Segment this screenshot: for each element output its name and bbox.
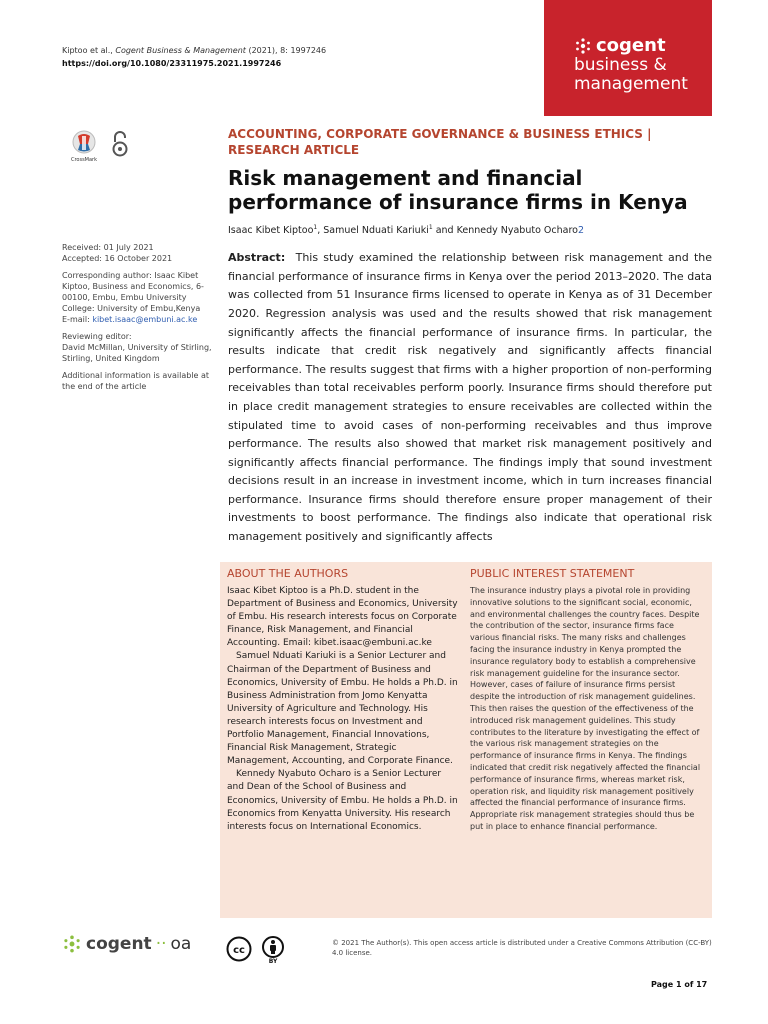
abstract-text: This study examined the relationship between risk management and the financial performance of insurance firms in Kenya over the period 2013–2020. The data was collected from 51 Insurance firms licensed to operate in Kenya as of 31 December 2020. Regression analysis was used and the results showed that risk management significantly affects the financial performance of insurance firms. In particular, the results indicate that credit risk negatively and significantly affects financial performance. The results suggest that firms with a higher proportion of non-performing receivables than total receivables perform poorly. Insurance firms should therefore put in place credit management strategies to ensure receivables are collected within the stipulated time to avoid cases of non-performing receivables and thus improve performance. The results also showed that market risk management positively and significantly affects financial performance. The findings imply that sound investment decisions result in an increase in investment income, which in turn increases financial performance. Insurance firms should therefore ensure proper management of their investments to boost performance. The findings also indicate that operational risk management positively and significantly affects	[228, 251, 712, 544]
brand-subtitle-1: business &	[574, 55, 667, 75]
email-label: E-mail:	[62, 315, 93, 324]
accepted-date: Accepted: 16 October 2021	[62, 254, 173, 263]
about-authors-section	[227, 566, 459, 834]
author-info-panel	[220, 562, 712, 918]
page-number: Page 1 of 17	[651, 980, 708, 989]
license-text: © 2021 The Author(s). This open access article is distributed under a Creative Commons Attribution (CC-BY) 4.0 license.	[332, 939, 712, 957]
author-affiliation-mark[interactable]: 2	[577, 225, 585, 237]
public-interest-section	[470, 566, 702, 833]
article-badges	[70, 130, 128, 163]
creative-commons-icon[interactable]	[226, 936, 252, 962]
author-email-link[interactable]: kibet.isaac@embuni.ac.ke	[92, 315, 198, 324]
about-authors-heading: ABOUT THE AUTHORS	[227, 567, 349, 580]
attribution-badge[interactable]	[262, 936, 284, 965]
attribution-person-icon	[262, 936, 284, 958]
about-authors-body	[227, 585, 459, 834]
author-name[interactable]: Kennedy Nyabuto Ocharo	[456, 225, 578, 237]
by-label: BY	[268, 958, 278, 965]
crossmark-badge[interactable]	[70, 130, 98, 163]
article-main	[228, 126, 712, 547]
reviewing-text: David McMillan, University of Stirling, Stirling, United Kingdom	[62, 343, 212, 363]
public-interest-heading: PUBLIC INTEREST STATEMENT	[470, 567, 635, 580]
article-dates	[62, 242, 214, 264]
author-affiliation-mark[interactable]: 1	[313, 224, 318, 231]
footer-logo-dots: ··	[155, 934, 167, 954]
cc-label: cc	[233, 945, 245, 956]
author-separator: ,	[317, 225, 324, 237]
article-title: Risk management and financial performance of insurance firms in Kenya	[228, 166, 688, 214]
journal-name: Cogent Business & Management	[115, 46, 246, 55]
brand-logo-line	[574, 36, 712, 56]
article-type: RESEARCH ARTICLE	[228, 143, 360, 157]
citation-authors: Kiptoo et al.,	[62, 46, 116, 55]
abstract-label: Abstract:	[228, 251, 286, 265]
section-label	[228, 126, 712, 158]
reviewing-editor	[62, 331, 214, 364]
journal-brand	[544, 0, 712, 116]
crossmark-label: CrossMark	[70, 157, 98, 163]
cogent-asterisk-icon	[574, 37, 592, 55]
corresponding-author	[62, 270, 214, 325]
author-affiliation-mark[interactable]: 1	[428, 224, 433, 231]
citation-line	[62, 44, 326, 57]
cogent-oa-logo	[62, 934, 191, 954]
license-badges	[226, 936, 284, 965]
public-interest-text: The insurance industry plays a pivotal role in providing innovative solutions to the significant social, economic, and environmental challenges the country faces. Despite the contribution of the sector, insurance firms face various financial risks. The many risks and challenges facing the insurance industry in Kenya prompted the insurance regulatory body to establish a comprehensive risk management guideline for the insurance sector. However, cases of failure of insurance firms persist despite the introduction of risk management guidelines. This then raises the question of the effectiveness of the introduced risk management guidelines. This study contributes to the literature by investigating the effect of the various risk management strategies on the performance of insurance firms in Kenya. The findings indicated that credit risk negatively affected the financial performance of insurance firms, whereas market risk, operation risk, and liquidity risk management positively affected the financial performance of insurance firms. Appropriate risk management strategies should thus be put in place to enhance financial performance.	[470, 586, 701, 831]
author-bio: Isaac Kibet Kiptoo is a Ph.D. student in the Department of Business and Economics, University of Embu. His research interests focus on Corporate Finance, Risk Management, and Financial Accounting. Email: kibet.isaac@embuni.ac.ke	[227, 586, 458, 649]
footer-logo-oa: oa	[170, 934, 192, 954]
citation-volume: (2021), 8: 1997246	[245, 46, 327, 55]
author-bio: Kennedy Nyabuto Ocharo is a Senior Lecturer and Dean of the School of Business and Economics, University of Embu. He holds a Ph.D. in Economics from Kenyatta University. His research interests focus on International Economics.	[227, 769, 458, 832]
brand-subtitle-2: management	[574, 74, 688, 94]
author-list	[228, 224, 712, 236]
additional-info: Additional information is available at the end of the article	[62, 371, 210, 391]
author-name[interactable]: Isaac Kibet Kiptoo	[228, 225, 314, 237]
crossmark-icon	[72, 130, 96, 156]
section-category: ACCOUNTING, CORPORATE GOVERNANCE & BUSINESS ETHICS |	[228, 127, 652, 141]
author-name[interactable]: Samuel Nduati Kariuki	[323, 225, 429, 237]
author-separator: and	[432, 225, 457, 237]
footer-logo-text: cogent	[86, 934, 152, 954]
corresponding-text: Corresponding author: Isaac Kibet Kiptoo, Business and Economics, 6-00100, Embu, Embu University College: University of Embu,Kenya	[62, 271, 204, 313]
doi-link[interactable]: https://doi.org/10.1080/23311975.2021.1997246	[62, 59, 282, 68]
received-date: Received: 01 July 2021	[62, 243, 154, 252]
cogent-asterisk-icon	[62, 934, 82, 954]
reviewing-label: Reviewing editor:	[62, 332, 132, 341]
author-bio: Samuel Nduati Kariuki is a Senior Lecturer and Chairman of the Department of Business and Economics, University of Embu. He holds a Ph.D. in Business Administration from Jomo Kenyatta University of Agriculture and Technology. His research interests focus on Investment and Portfolio Management, Financial Innovations, Financial Risk Management, Strategic Management, Accounting, and Corporate Finance.	[227, 651, 458, 767]
brand-name: cogent	[596, 35, 666, 56]
article-sidebar	[62, 242, 214, 398]
open-access-icon	[112, 130, 128, 158]
citation-header	[62, 44, 326, 70]
abstract	[228, 249, 712, 547]
